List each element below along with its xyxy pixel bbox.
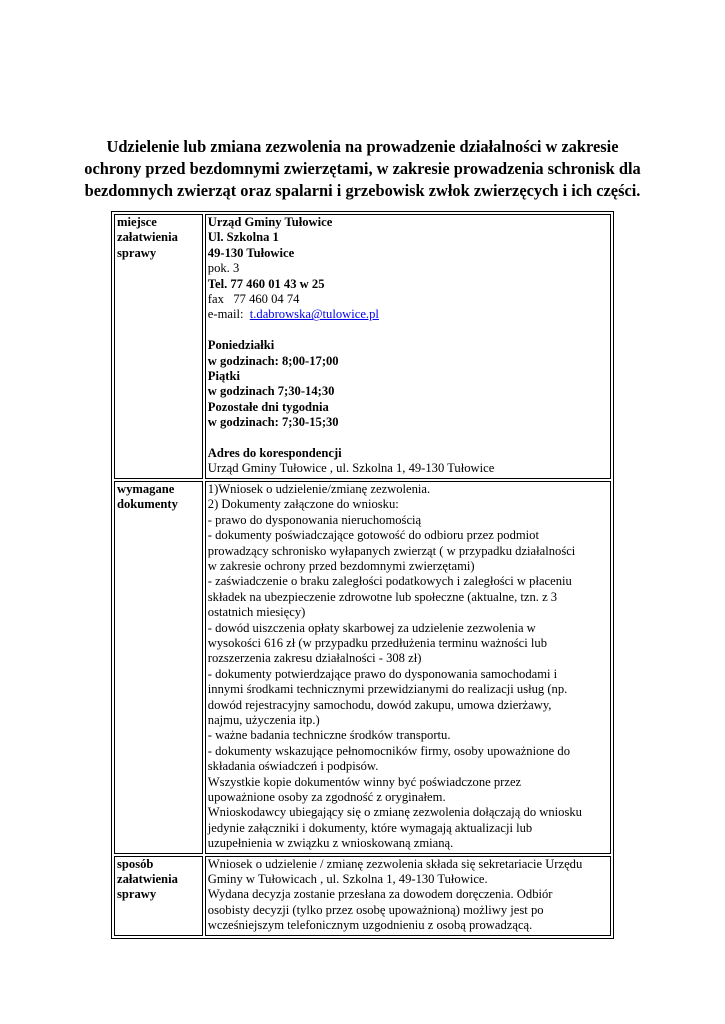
correspondence-address: Urząd Gminy Tułowice , ul. Szkolna 1, 49-130 Tułowice <box>207 461 495 476</box>
value-miejsce <box>205 214 611 479</box>
text-line: osobisty decyzji (tylko przez osobę upoważnioną) możliwy jest po <box>207 902 544 917</box>
spacer <box>208 431 608 446</box>
text-line: wcześniejszym telefonicznym uzgodnieniu z osobą prowadzącą. <box>207 918 533 933</box>
label-line: załatwienia <box>117 230 178 245</box>
text-line: upoważnione osoby za zgodność z oryginałem. <box>207 790 446 804</box>
label-dokumenty <box>114 481 203 854</box>
hours-time: w godzinach: 8;00-17;00 <box>207 353 339 368</box>
office-email <box>208 307 608 322</box>
text-line: prowadzący schronisko wyłapanych zwierząt ( w przypadku działalności <box>207 543 576 558</box>
value-dokumenty <box>205 481 611 854</box>
label-line: wymagane <box>117 481 175 496</box>
text-line: składania oświadczeń i podpisów. <box>207 759 379 774</box>
label-line: sprawy <box>117 887 157 902</box>
text-line: - zaświadczenie o braku zaległości podatkowych i zaległości w płaceniu <box>207 574 572 589</box>
label-line: dokumenty <box>117 497 178 512</box>
hours-time: w godzinach: 7;30-15;30 <box>207 415 339 430</box>
text-line: - dokumenty poświadczające gotowość do odbioru przez podmiot <box>207 528 539 543</box>
text-line: 2) Dokumenty załączone do wniosku: <box>207 497 399 512</box>
text-line: 1)Wniosek o udzielenie/zmianę zezwolenia. <box>207 481 431 496</box>
text-line: - dokumenty wskazujące pełnomocników firmy, osoby upoważnione do <box>207 743 570 758</box>
text-line: najmu, użyczenia itp.) <box>207 712 320 727</box>
spacer <box>208 323 608 338</box>
text-line: innymi środkami technicznymi przewidzianymi do realizacji usług (np. <box>207 682 568 697</box>
hours-days: Pozostałe dni tygodnia <box>207 399 329 414</box>
hours-days: Piątki <box>207 369 240 384</box>
page-title <box>40 136 685 202</box>
title-line: Udzielenie lub zmiana zezwolenia na prowadzenie działalności w zakresie <box>106 137 619 156</box>
hours-time: w godzinach 7;30-14;30 <box>207 384 335 399</box>
office-phone: Tel. 77 460 01 43 w 25 <box>207 276 325 291</box>
text-line: ostatnich miesięcy) <box>207 605 306 620</box>
value-sposob <box>205 856 611 936</box>
title-line: bezdomnych zwierząt oraz spalarni i grzebowisk zwłok zwierzęcych i ich części. <box>84 181 641 200</box>
text-line: jedynie załączniki i dokumenty, które wymagają aktualizacji lub <box>207 820 533 835</box>
fax-number: 77 460 04 74 <box>233 292 300 307</box>
text-line: Wydana decyzja zostanie przesłana za dowodem doręczenia. Odbiór <box>207 887 553 902</box>
office-fax <box>208 292 608 307</box>
text-line: uzupełnienia w związku z wnioskowaną zmianą. <box>207 836 454 851</box>
text-line: - dowód uiszczenia opłaty skarbowej za udzielenie zezwolenia w <box>207 620 536 635</box>
text-line: w zakresie ochrony przed bezdomnymi zwierzętami) <box>207 558 475 573</box>
correspondence-title: Adres do korespondencji <box>207 446 342 461</box>
label-miejsce <box>114 214 203 479</box>
office-postal: 49-130 Tułowice <box>207 245 295 260</box>
row-dokumenty <box>114 481 611 854</box>
hours-days: Poniedziałki <box>207 338 275 353</box>
text-line: dowód rejestracyjny samochodu, dowód zakupu, umowa dzierżawy, <box>207 697 552 712</box>
text-line: Wszystkie kopie dokumentów winny być poświadczone przez <box>207 774 522 789</box>
label-sposob <box>114 856 203 936</box>
office-street: Ul. Szkolna 1 <box>207 230 279 245</box>
info-table <box>111 211 614 939</box>
office-room: pok. 3 <box>207 261 240 276</box>
text-line: wysokości 616 zł (w przypadku przedłużenia terminu ważności lub <box>207 635 548 650</box>
label-line: sprawy <box>117 245 157 260</box>
email-label: e-mail: <box>207 307 244 322</box>
label-line: sposób <box>117 856 154 871</box>
row-sposob <box>114 856 611 936</box>
text-line: składek na ubezpieczenie zdrowotne lub społeczne (aktualne, tzn. z 3 <box>207 589 558 604</box>
row-miejsce <box>114 214 611 479</box>
text-line: rozszerzenia zakresu działalności - 308 zł) <box>207 651 422 666</box>
title-line: ochrony przed bezdomnymi zwierzętami, w zakresie prowadzenia schronisk dla <box>84 159 641 178</box>
label-line: miejsce <box>117 215 157 229</box>
text-line: - dokumenty potwierdzające prawo do dysponowania samochodami i <box>207 666 558 681</box>
text-line: - prawo do dysponowania nieruchomością <box>207 512 422 527</box>
office-name: Urząd Gminy Tułowice <box>207 215 333 229</box>
label-line: załatwienia <box>117 872 178 887</box>
email-link[interactable]: t.dabrowska@tulowice.pl <box>249 307 379 322</box>
text-line: Wniosek o udzielenie / zmianę zezwolenia składa się sekretariacie Urzędu <box>207 856 583 871</box>
text-line: Wnioskodawcy ubiegający się o zmianę zezwolenia dołączają do wniosku <box>207 805 582 820</box>
text-line: - ważne badania techniczne środków transportu. <box>207 728 451 743</box>
text-line: Gminy w Tułowicach , ul. Szkolna 1, 49-130 Tułowice. <box>207 872 488 887</box>
fax-label: fax <box>207 292 224 307</box>
